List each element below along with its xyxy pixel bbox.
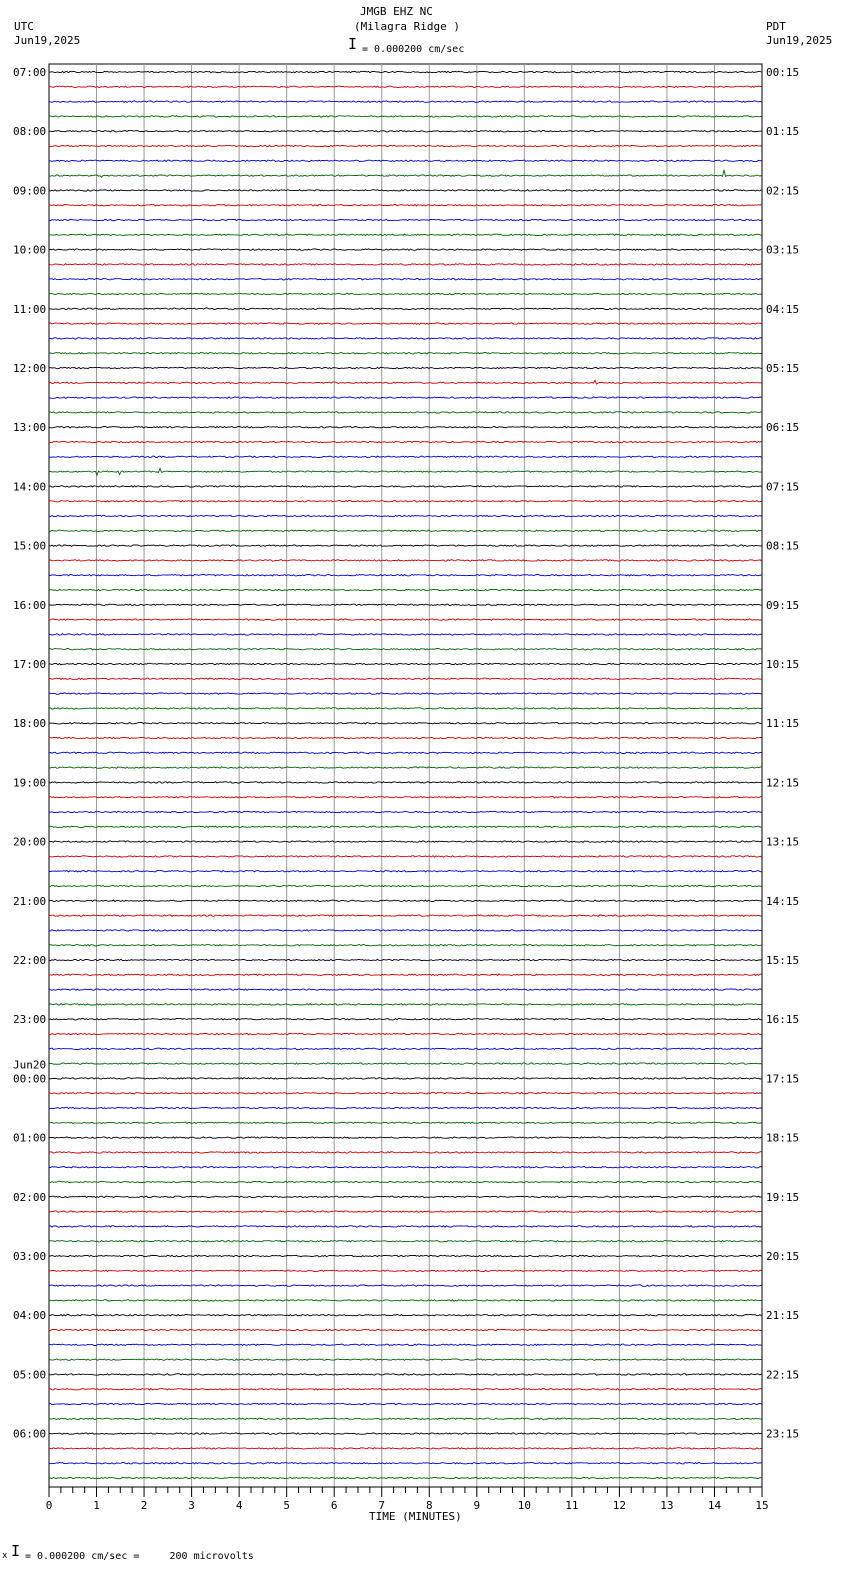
seismic-trace [49, 249, 762, 250]
seismic-trace [49, 530, 762, 531]
seismic-trace [49, 930, 762, 931]
pdt-hour-label: 08:15 [766, 539, 800, 553]
right-timezone: PDT [766, 20, 786, 33]
station-title: JMGB EHZ NC [360, 5, 433, 18]
seismic-trace [49, 737, 762, 738]
pdt-hour-label: 16:15 [766, 1013, 800, 1027]
seismic-trace [49, 1196, 762, 1197]
utc-hour-label: 09:00 [13, 184, 47, 198]
utc-hour-label: 12:00 [13, 362, 47, 375]
seismic-trace [49, 1477, 762, 1478]
seismic-trace [49, 1315, 762, 1316]
seismic-trace [49, 1270, 762, 1271]
seismic-trace [49, 723, 762, 724]
utc-hour-label: 03:00 [13, 1250, 47, 1263]
pdt-hour-label: 19:15 [766, 1190, 800, 1204]
seismic-trace [49, 1300, 762, 1301]
plot-frame [49, 64, 762, 1487]
left-timezone: UTC [14, 20, 34, 33]
seismic-trace [49, 915, 762, 916]
seismic-trace [49, 1211, 762, 1212]
seismic-trace [49, 1433, 762, 1434]
pdt-hour-label: 02:15 [766, 184, 800, 198]
seismic-trace [49, 663, 762, 664]
seismic-trace [49, 782, 762, 783]
x-tick-label: 15 [755, 1499, 769, 1512]
seismic-trace [49, 412, 762, 413]
pdt-hour-label: 07:15 [766, 480, 800, 494]
seismic-trace [49, 1181, 762, 1182]
seismic-trace [49, 1152, 762, 1153]
seismic-trace [49, 856, 762, 857]
seismic-trace [49, 1255, 762, 1256]
seismic-trace [49, 575, 762, 576]
utc-hour-label: 10:00 [13, 243, 47, 257]
seismic-trace [49, 1359, 762, 1360]
x-tick-label: 9 [473, 1499, 481, 1512]
pdt-hour-label: 20:15 [766, 1250, 800, 1263]
seismic-trace [49, 279, 762, 280]
pdt-hour-label: 21:15 [766, 1309, 800, 1323]
seismic-trace [49, 219, 762, 220]
seismic-trace [49, 170, 762, 177]
x-tick-label: 7 [378, 1499, 386, 1512]
seismic-trace [49, 841, 762, 842]
utc-hour-label: 23:00 [13, 1013, 47, 1027]
footer-scale-bar-icon: I [11, 1542, 21, 1560]
seismic-trace [49, 1226, 762, 1227]
utc-hour-label: 19:00 [13, 776, 47, 790]
pdt-hour-label: 09:15 [766, 598, 800, 612]
seismic-trace [49, 604, 762, 605]
x-tick-label: 10 [517, 1499, 531, 1512]
seismic-trace [49, 205, 762, 206]
pdt-hour-label: 22:15 [766, 1368, 800, 1382]
utc-hour-label: 05:00 [13, 1368, 47, 1382]
seismic-trace [49, 1063, 762, 1064]
seismic-trace [49, 797, 762, 798]
x-tick-label: 6 [330, 1499, 338, 1512]
utc-hour-label: 16:00 [13, 598, 47, 612]
pdt-hour-label: 10:15 [766, 658, 800, 671]
seismic-trace [49, 323, 762, 324]
utc-hour-label: 13:00 [13, 421, 47, 435]
seismic-trace [49, 959, 762, 960]
seismic-trace [49, 634, 762, 635]
seismic-trace [49, 1122, 762, 1123]
seismic-trace [49, 560, 762, 561]
seismic-trace [49, 441, 762, 442]
pdt-hour-label: 18:15 [766, 1131, 800, 1145]
seismic-trace [49, 767, 762, 768]
date-change-label: Jun20 [13, 1058, 47, 1072]
x-tick-label: 0 [45, 1499, 53, 1512]
seismic-trace [49, 380, 762, 384]
seismic-trace [49, 101, 762, 102]
seismic-trace [49, 1167, 762, 1168]
seismic-trace [49, 501, 762, 502]
utc-hour-label: 15:00 [13, 539, 47, 553]
seismic-trace [49, 545, 762, 546]
seismic-trace [49, 871, 762, 872]
utc-hour-label: 04:00 [13, 1309, 47, 1323]
x-tick-label: 8 [425, 1499, 433, 1512]
pdt-hour-label: 12:15 [766, 776, 800, 790]
seismic-trace [49, 468, 762, 475]
seismic-trace [49, 708, 762, 709]
utc-hour-label: 00:00 [13, 1072, 47, 1086]
location-title: (Milagra Ridge ) [354, 20, 460, 33]
seismic-trace [49, 1344, 762, 1345]
x-tick-label: 14 [707, 1499, 722, 1512]
seismic-trace [49, 1137, 762, 1138]
seismic-trace [49, 1389, 762, 1390]
seismic-trace [49, 456, 762, 457]
seismic-trace [49, 190, 762, 191]
pdt-hour-label: 05:15 [766, 362, 800, 375]
seismic-trace [49, 160, 762, 161]
seismic-trace [49, 234, 762, 235]
seismic-trace [49, 1033, 762, 1034]
seismic-trace [49, 86, 762, 87]
seismic-trace [49, 367, 762, 368]
seismic-trace [49, 1463, 762, 1464]
x-tick-label: 11 [565, 1499, 579, 1512]
pdt-hour-label: 13:15 [766, 835, 800, 849]
utc-hour-label: 22:00 [13, 954, 47, 967]
seismic-trace [49, 131, 762, 132]
x-tick-label: 1 [93, 1499, 100, 1512]
seismic-trace [49, 811, 762, 812]
pdt-hour-label: 01:15 [766, 125, 800, 139]
utc-hour-label: 06:00 [13, 1427, 47, 1441]
scale-label: = 0.000200 cm/sec [362, 44, 465, 55]
seismic-trace [49, 885, 762, 886]
utc-hour-label: 14:00 [13, 480, 47, 494]
x-tick-label: 13 [660, 1499, 674, 1512]
seismic-trace [49, 71, 762, 72]
seismic-trace [49, 515, 762, 516]
seismic-trace [49, 649, 762, 650]
seismic-trace [49, 264, 762, 265]
seismic-trace [49, 589, 762, 590]
seismic-trace [49, 752, 762, 753]
seismic-trace [49, 1403, 762, 1404]
seismic-trace [49, 353, 762, 354]
x-tick-label: 5 [283, 1499, 290, 1512]
seismic-trace [49, 1448, 762, 1449]
x-tick-label: 4 [235, 1499, 243, 1512]
utc-hour-label: 11:00 [13, 302, 47, 316]
scale-bar-icon: I [348, 35, 358, 53]
seismic-trace [49, 397, 762, 398]
utc-hour-label: 20:00 [13, 835, 47, 849]
seismic-trace [49, 1374, 762, 1375]
seismic-trace [49, 1107, 762, 1108]
seismic-trace [49, 338, 762, 339]
pdt-hour-label: 04:15 [766, 302, 800, 316]
seismic-trace [49, 1093, 762, 1094]
footer-scale-marker-icon: x [2, 1551, 8, 1561]
right-date: Jun19,2025 [766, 34, 833, 47]
seismic-trace [49, 678, 762, 679]
seismic-trace [49, 145, 762, 146]
seismic-trace [49, 945, 762, 947]
seismic-trace [49, 989, 762, 990]
utc-hour-label: 07:00 [13, 66, 47, 79]
x-tick-label: 2 [140, 1499, 148, 1512]
utc-hour-label: 21:00 [13, 894, 47, 908]
seismic-trace [49, 1329, 762, 1330]
seismic-trace [49, 1048, 762, 1049]
seismic-trace [49, 693, 762, 694]
seismic-trace [49, 427, 762, 428]
utc-hour-label: 18:00 [13, 717, 47, 731]
pdt-hour-label: 00:15 [766, 66, 800, 79]
pdt-hour-label: 17:15 [766, 1072, 800, 1086]
seismic-trace [49, 619, 762, 620]
utc-hour-label: 02:00 [13, 1190, 47, 1204]
seismic-trace [49, 900, 762, 901]
seismic-trace [49, 1418, 762, 1419]
seismic-trace [49, 1078, 762, 1079]
x-tick-label: 12 [612, 1499, 627, 1512]
seismic-trace [49, 486, 762, 487]
seismic-trace [49, 1241, 762, 1242]
seismic-trace [49, 116, 762, 117]
pdt-hour-label: 11:15 [766, 717, 800, 731]
seismic-trace [49, 308, 762, 310]
seismic-trace [49, 1004, 762, 1005]
seismic-trace [49, 293, 762, 294]
utc-hour-label: 01:00 [13, 1131, 47, 1145]
seismic-trace [49, 1019, 762, 1020]
seismic-trace [49, 826, 762, 827]
pdt-hour-label: 15:15 [766, 954, 800, 967]
pdt-hour-label: 03:15 [766, 243, 800, 257]
x-axis-title: TIME (MINUTES) [369, 1510, 462, 1523]
left-date: Jun19,2025 [14, 34, 81, 47]
x-tick-label: 3 [188, 1499, 195, 1512]
utc-hour-label: 17:00 [13, 658, 47, 671]
footer-scale-label: = 0.000200 cm/sec = 200 microvolts [25, 1551, 254, 1562]
seismic-trace [49, 974, 762, 975]
pdt-hour-label: 06:15 [766, 421, 800, 435]
seismic-trace [49, 1285, 762, 1287]
utc-hour-label: 08:00 [13, 125, 47, 139]
pdt-hour-label: 23:15 [766, 1427, 800, 1441]
pdt-hour-label: 14:15 [766, 894, 800, 908]
